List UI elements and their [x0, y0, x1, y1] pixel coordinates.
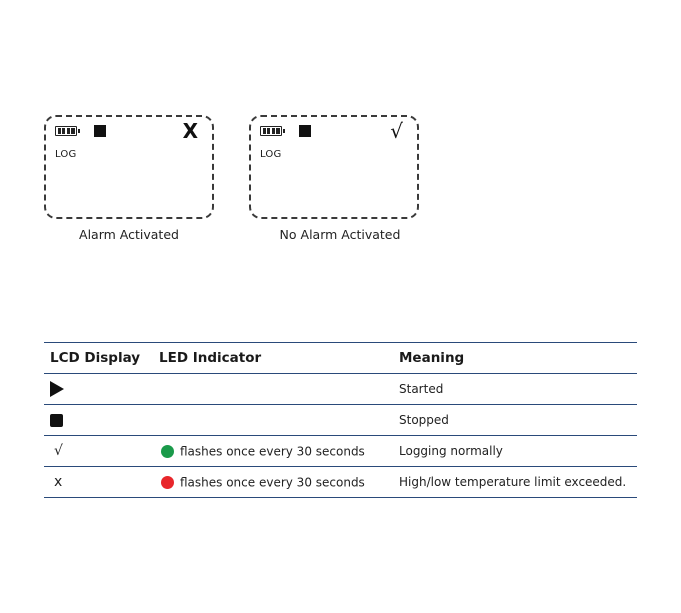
x-mark: x [54, 474, 63, 490]
led-cell [153, 374, 393, 405]
log-label: LOG [55, 149, 77, 160]
led-description: flashes once every 30 seconds [180, 475, 365, 490]
led-description: flashes once every 30 seconds [180, 444, 365, 459]
log-label: LOG [260, 149, 282, 160]
table-row [44, 467, 637, 498]
caption-no-alarm-activated: No Alarm Activated [279, 227, 401, 242]
table-row [44, 405, 637, 436]
header-led-indicator: LED Indicator [153, 343, 393, 374]
lcd-cell [44, 374, 153, 405]
green-led-icon [161, 445, 174, 458]
led-cell [153, 436, 393, 467]
meaning-cell: Stopped [393, 405, 637, 436]
check-mark: √ [390, 119, 403, 143]
battery-full-icon [55, 126, 77, 136]
stop-square-icon [50, 414, 63, 427]
lcd-display-alarm [44, 115, 214, 219]
red-led-icon [161, 476, 174, 489]
check-mark: √ [54, 443, 63, 459]
table-header-row [44, 343, 637, 374]
led-cell [153, 405, 393, 436]
battery-full-icon [260, 126, 282, 136]
table-row [44, 374, 637, 405]
stop-square-icon [299, 125, 311, 137]
header-meaning: Meaning [393, 343, 637, 374]
lcd-display-no-alarm [249, 115, 419, 219]
indicator-legend-table [44, 342, 637, 498]
header-lcd-display: LCD Display [44, 343, 153, 374]
lcd-cell [44, 405, 153, 436]
meaning-cell: Logging normally [393, 436, 637, 467]
alarm-x-mark: X [182, 119, 198, 143]
led-cell [153, 467, 393, 498]
stop-square-icon [94, 125, 106, 137]
play-triangle-icon [50, 381, 64, 397]
meaning-cell: Started [393, 374, 637, 405]
lcd-cell [44, 436, 153, 467]
meaning-cell: High/low temperature limit exceeded. [393, 467, 637, 498]
table-row [44, 436, 637, 467]
caption-alarm-activated: Alarm Activated [79, 227, 179, 242]
lcd-cell [44, 467, 153, 498]
